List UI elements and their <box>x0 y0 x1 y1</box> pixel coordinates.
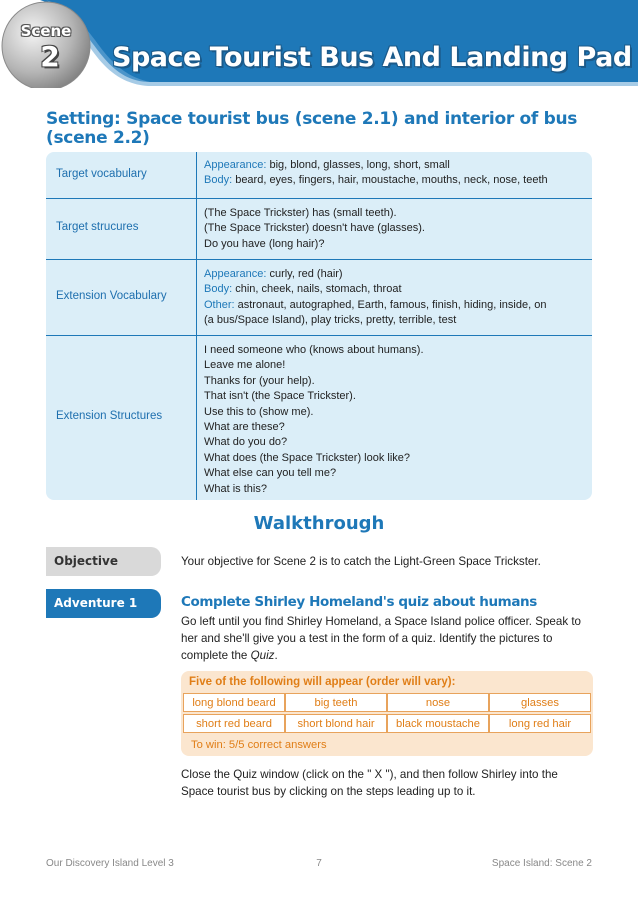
quiz-box <box>181 671 593 756</box>
objective-text: Your objective for Scene 2 is to catch the Light-Green Space Trickster. <box>181 555 541 568</box>
row-content: Appearance: curly, red (hair) Body: chin, cheek, nails, stomach, throat Other: astronaut, autographed, Earth, famous, finish, hiding, inside, on (a bus/Space Island), play tricks, pretty, terrible, test <box>204 268 547 327</box>
adventure-tab: Adventure 1 <box>46 589 161 618</box>
quiz-option: short red beard <box>183 714 285 733</box>
closing-text: Close the Quiz window (click on the " X "), and then follow Shirley into the Space tourist bus by clicking on the steps leading up to it. <box>181 768 558 798</box>
row-label: Extension Vocabulary <box>56 290 167 302</box>
quiz-option: big teeth <box>285 693 387 712</box>
row-content: (The Space Trickster) has (small teeth). (The Space Trickster) doesn't have (glasses). Do you have (long hair)? <box>204 207 425 250</box>
quiz-option: nose <box>387 693 489 712</box>
footer-left: Our Discovery Island Level 3 <box>46 858 174 869</box>
footer-right: Space Island: Scene 2 <box>491 858 592 869</box>
table-row <box>46 152 592 199</box>
quiz-option: short blond hair <box>285 714 387 733</box>
row-content: Appearance: big, blond, glasses, long, short, small Body: beard, eyes, fingers, hair, moustache, mouths, neck, nose, teeth <box>204 159 548 187</box>
scene-number: 2 <box>40 40 60 73</box>
quiz-option: glasses <box>489 693 591 712</box>
vocabulary-table <box>46 152 592 500</box>
quiz-heading: Five of the following will appear (order will vary): <box>189 676 456 688</box>
table-row <box>46 199 592 260</box>
page-title: Space Tourist Bus And Landing Pad <box>112 42 632 73</box>
scene-word: Scene <box>20 22 72 40</box>
row-label: Target strucures <box>56 221 139 233</box>
row-content: I need someone who (knows about humans). Leave me alone! Thanks for (your help). That isn't (the Space Trickster). Use this to (show me). What are these? What do you do? What does (the Space Trickster) look like? What else can you tell me? What is this? <box>204 344 424 495</box>
objective-tab: Objective <box>46 547 161 576</box>
quiz-win-condition: To win: 5/5 correct answers <box>191 739 327 751</box>
adventure-title: Complete Shirley Homeland's quiz about humans <box>181 594 537 610</box>
page-number: 7 <box>316 858 322 869</box>
table-row <box>46 336 592 500</box>
row-label: Target vocabulary <box>56 168 147 180</box>
adventure-text: Go left until you find Shirley Homeland, a Space Island police officer. Speak to her and she'll give you a test in the form of a quiz. Identify the pictures to complete the Quiz. <box>181 615 582 662</box>
walkthrough-heading: Walkthrough <box>253 513 385 534</box>
quiz-option: black moustache <box>387 714 489 733</box>
quiz-option: long blond beard <box>183 693 285 712</box>
quiz-option: long red hair <box>489 714 591 733</box>
table-row <box>46 260 592 336</box>
row-label: Extension Structures <box>56 410 163 422</box>
setting-heading: Setting: Space tourist bus (scene 2.1) and interior of bus (scene 2.2) <box>46 109 578 148</box>
